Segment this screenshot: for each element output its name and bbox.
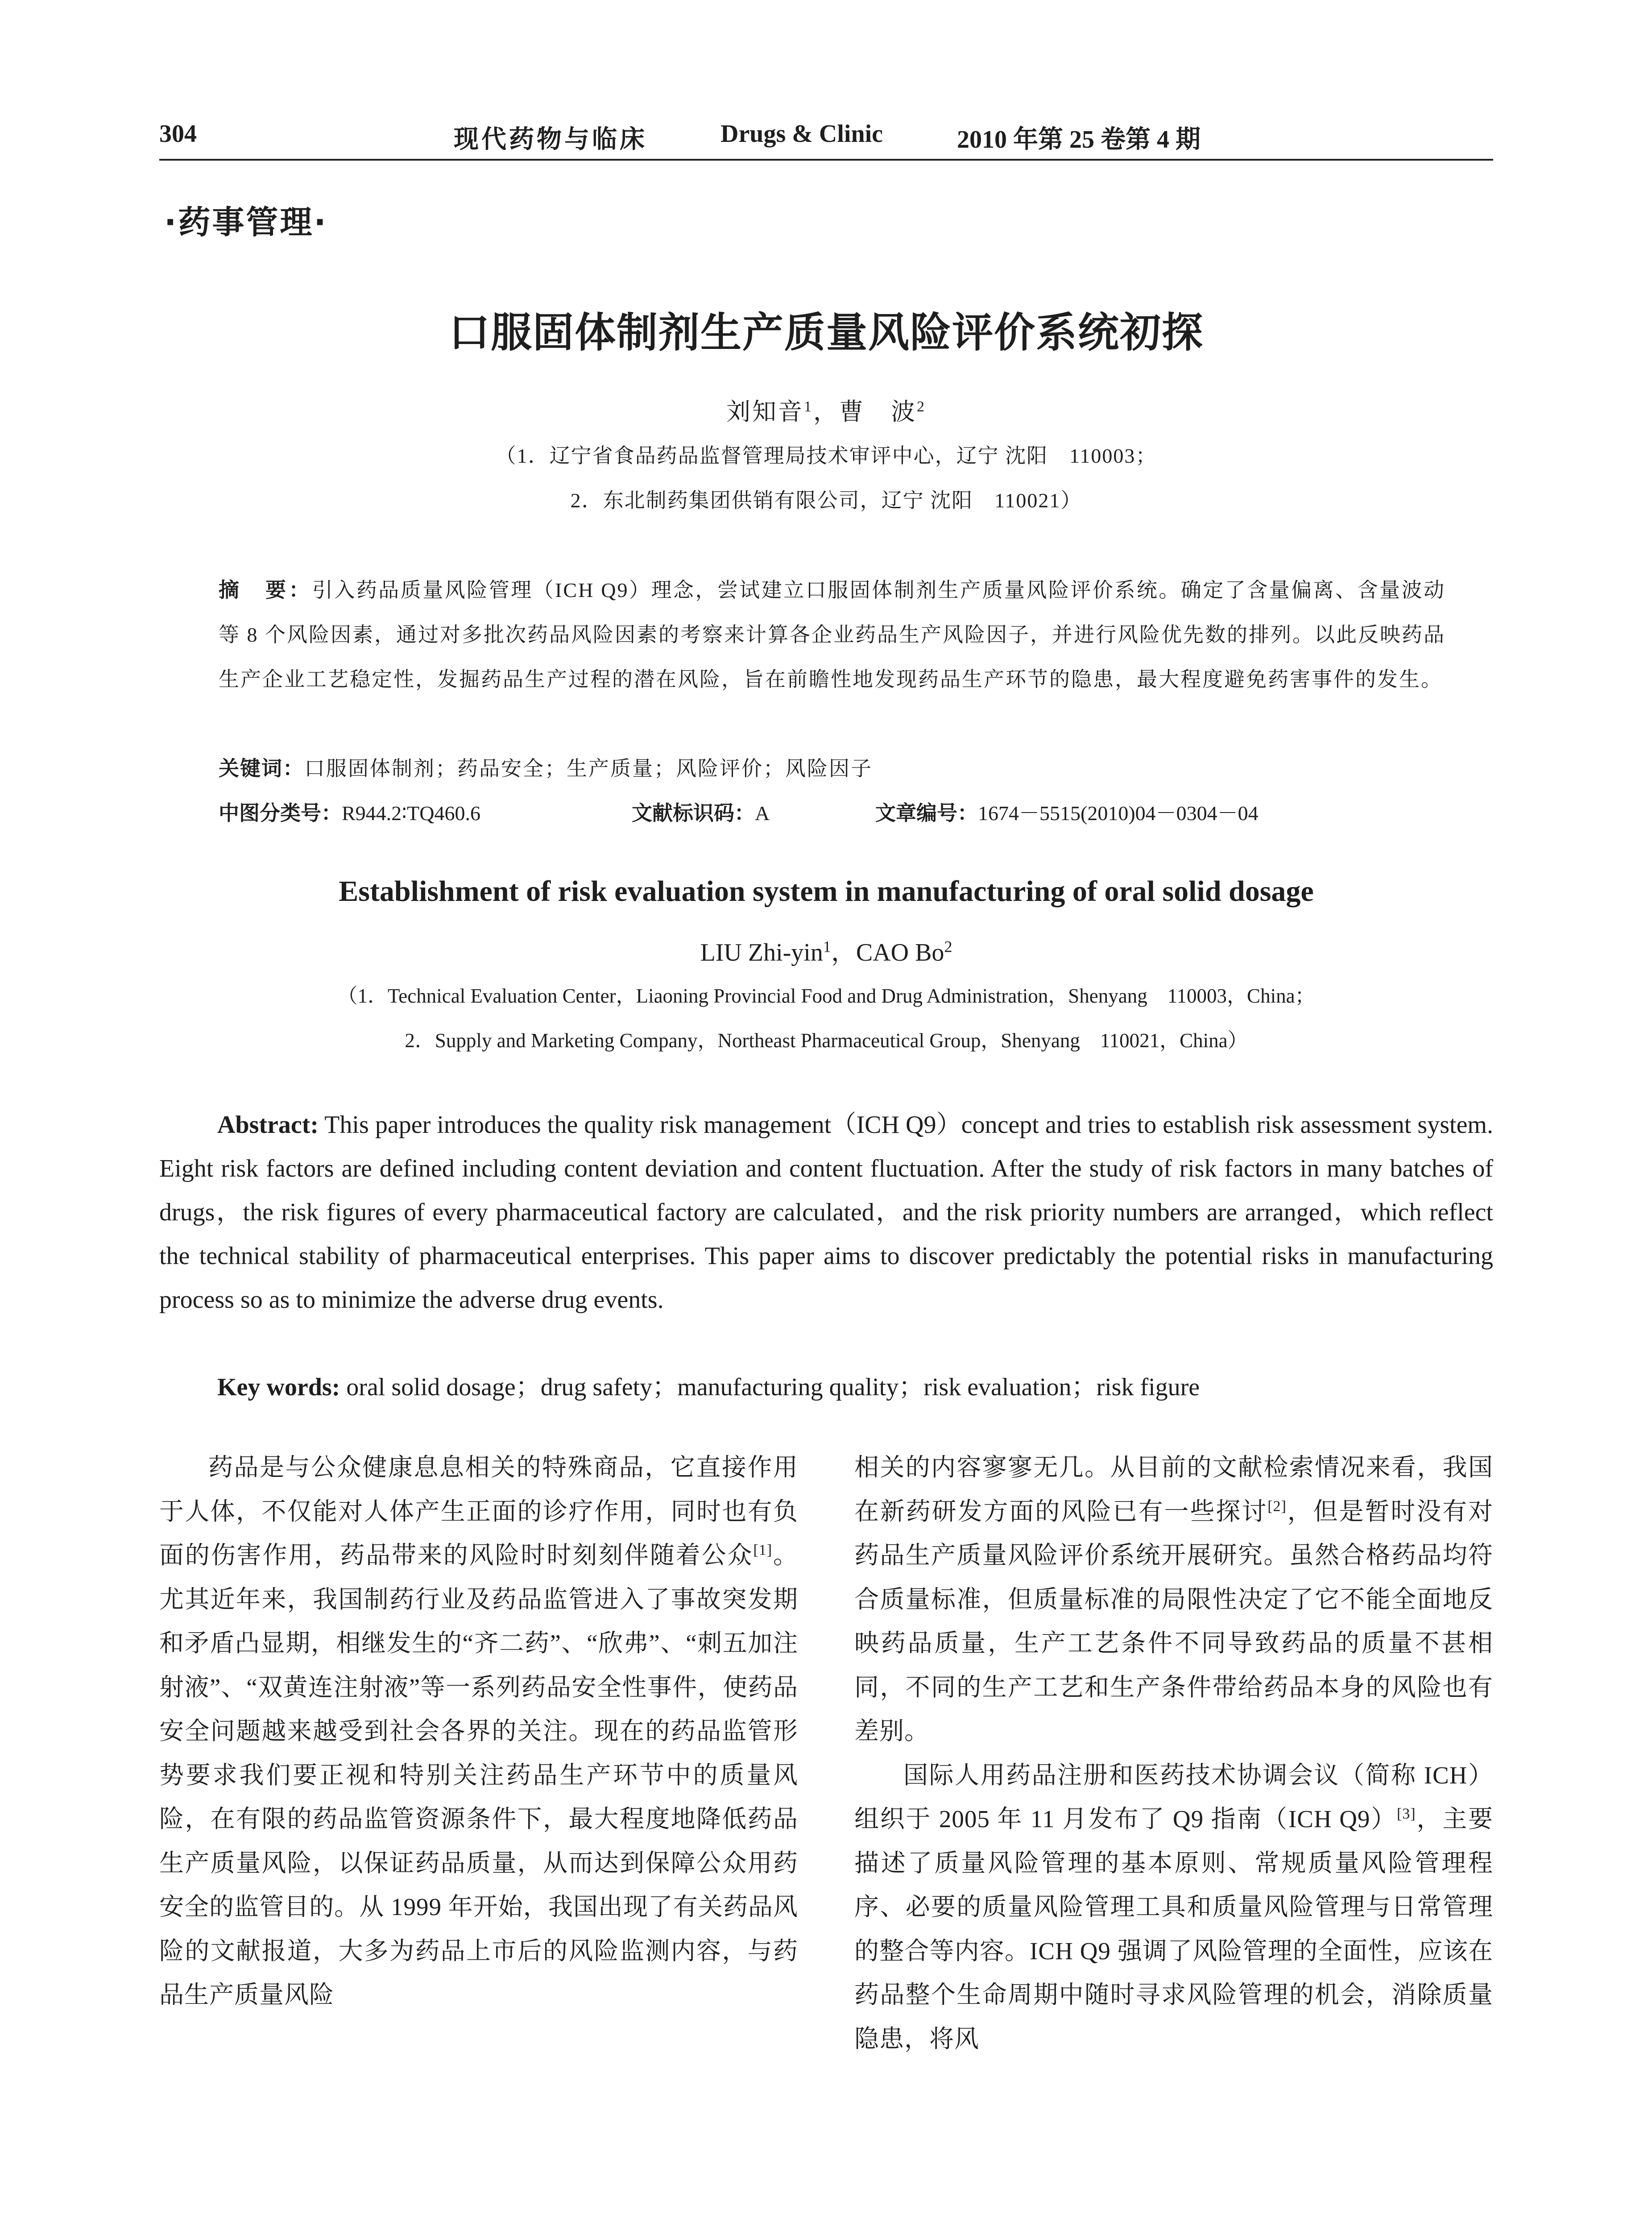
section-tag: ·药事管理· [164,203,328,241]
affiliation-cn: （1．辽宁省食品药品监督管理局技术审评中心，辽宁 沈阳 110003； [495,444,1157,467]
affiliation-en: （1．Technical Evaluation Center，Liaoning Provincial Food and Drug Administration，Shenyang 110003，China； [337,985,1315,1007]
abstract-en-text: This paper introduces the quality risk management（ICH Q9）concept and tries to establish risk assessment system. Eight risk factors are defined including content deviation and content fluctuation. After the study of risk factors in many batches of drugs，the risk figures of every pharmaceutical factory are calculated，and the risk priority numbers are arranged，which reflect the technical stability of pharmaceutical enterprises. This paper aims to discover predictably the potential risks in manufacturing process so as to minimize the adverse drug events. [159,1111,1493,1314]
keywords-cn-text: 口服固体制剂；药品安全；生产质量；风险评价；风险因子 [304,757,873,780]
article-number-value: 1674－5515(2010)04－0304－04 [978,802,1259,825]
body-column-left [159,1446,798,2017]
body-column-right [854,1446,1493,2061]
authors-cn [159,393,1493,427]
abstract-en-label: Abstract: [217,1111,319,1139]
title-en: Establishment of risk evaluation system in manufacturing of oral solid dosage [339,875,1314,908]
body-paragraph [159,1446,798,2017]
article-number-label: 文章编号： [875,801,978,825]
document-code-value: A [755,802,770,825]
issue-info: 2010 年第 25 卷第 4 期 [957,126,1201,153]
abstract-en [159,1103,1493,1322]
body-paragraph [854,1446,1493,1754]
author-name: 刘知音 [726,398,804,425]
keywords-cn [219,746,1445,791]
classification-row [219,791,1445,835]
body-text: 。尤其近年来，我国制药行业及药品监管进入了事故突发期和矛盾凸显期，相继发生的“齐二药”、“欣弗”、“刺五加注射液”、“双黄连注射液”等一系列药品安全性事件，使药品安全问题越来越受到社会各界的关注。现在的药品监管形势要求我们要正视和特别关注药品生产环节中的质量风险，在有限的药品监管资源条件下，最大程度地降低药品生产质量风险，以保证药品质量，从而达到保障公众用药安全的监管目的。从 1999 年开始，我国出现了有关药品风险的文献报道，大多为药品上市后的风险监测内容，与药品生产质量风险 [159,1542,798,2008]
document-code [632,791,770,836]
keywords-en [159,1365,1493,1409]
article-number [875,791,1259,836]
running-header [159,120,1493,155]
keywords-en-label: Key words: [217,1373,340,1401]
author-name-en: LIU Zhi-yin [700,939,823,966]
authors-en [159,933,1493,968]
abstract-cn [219,568,1445,702]
body-text: ，主要描述了质量风险管理的基本原则、常规质量风险管理程序、必要的质量风险管理工具和质量风险管理与日常管理的整合等内容。ICH Q9 强调了风险管理的全面性，应该在药品整个生命周期中随时寻求风险管理的机会，消除质量隐患，将风 [854,1805,1493,2053]
title-cn: 口服固体制剂生产质量风险评价系统初探 [448,309,1204,357]
body-text: 相关的内容寥寥无几。从目前的文献检索情况来看，我国在新药研发方面的风险已有一些探讨 [854,1454,1493,1525]
clc-value: R944.2∶TQ460.6 [342,802,480,825]
author-affil-mark: 2 [917,398,926,415]
author-separator: ， [831,939,856,966]
citation-ref[interactable]: [2] [1267,1498,1287,1515]
body-text: ，但是暂时没有对药品生产质量风险评价系统开展研究。虽然合格药品均符合质量标准，但质量标准的局限性决定了它不能全面地反映药品质量，生产工艺条件不同导致药品的质量不甚相同，不同的生产工艺和生产条件带给药品本身的风险也有差别。 [854,1497,1493,1745]
keywords-en-text: oral solid dosage；drug safety；manufacturing quality；risk evaluation；risk figure [346,1373,1200,1401]
author-affil-mark: 1 [804,398,813,415]
clc-number [219,791,480,836]
author-affil-mark: 1 [823,937,831,956]
abstract-cn-text: 引入药品质量风险管理（ICH Q9）理念，尝试建立口服固体制剂生产质量风险评价系统。确定了含量偏离、含量波动等 8 个风险因素，通过对多批次药品风险因素的考察来计算各企业药品生产风险因子，并进行风险优先数的排列。以此反映药品生产企业工艺稳定性，发掘药品生产过程的潜在风险，旨在前瞻性地发现药品生产环节的隐患，最大程度避免药害事件的发生。 [219,579,1445,691]
author-affil-mark: 2 [944,937,952,956]
page-number: 304 [159,120,197,148]
citation-ref[interactable]: [1] [753,1542,773,1559]
author-name-en: CAO Bo [856,939,944,966]
citation-ref[interactable]: [3] [1396,1805,1416,1822]
author-name: 曹 波 [839,398,917,425]
affiliation-cn: 2．东北制药集团供销有限公司，辽宁 沈阳 110021） [570,489,1082,512]
author-separator: ， [813,398,839,425]
journal-name-en: Drugs & Clinic [720,120,883,148]
header-rule [159,159,1493,161]
body-text: 药品是与公众健康息息相关的特殊商品，它直接作用于人体，不仅能对人体产生正面的诊疗作用，同时也有负面的伤害作用，药品带来的风险时时刻刻伴随着公众 [159,1454,798,1569]
clc-label: 中图分类号： [219,801,342,825]
document-code-label: 文献标识码： [632,801,755,825]
body-paragraph [854,1754,1493,2061]
abstract-cn-label: 摘 要： [219,578,312,602]
journal-name-cn: 现代药物与临床 [454,126,647,153]
keywords-cn-label: 关键词： [219,756,304,780]
body-text: 国际人用药品注册和医药技术协调会议（简称 ICH）组织于 2005 年 11 月发布了 Q9 指南（ICH Q9） [854,1761,1493,1833]
affiliation-en: 2．Supply and Marketing Company，Northeast Pharmaceutical Group，Shenyang 110021，China） [405,1029,1248,1052]
